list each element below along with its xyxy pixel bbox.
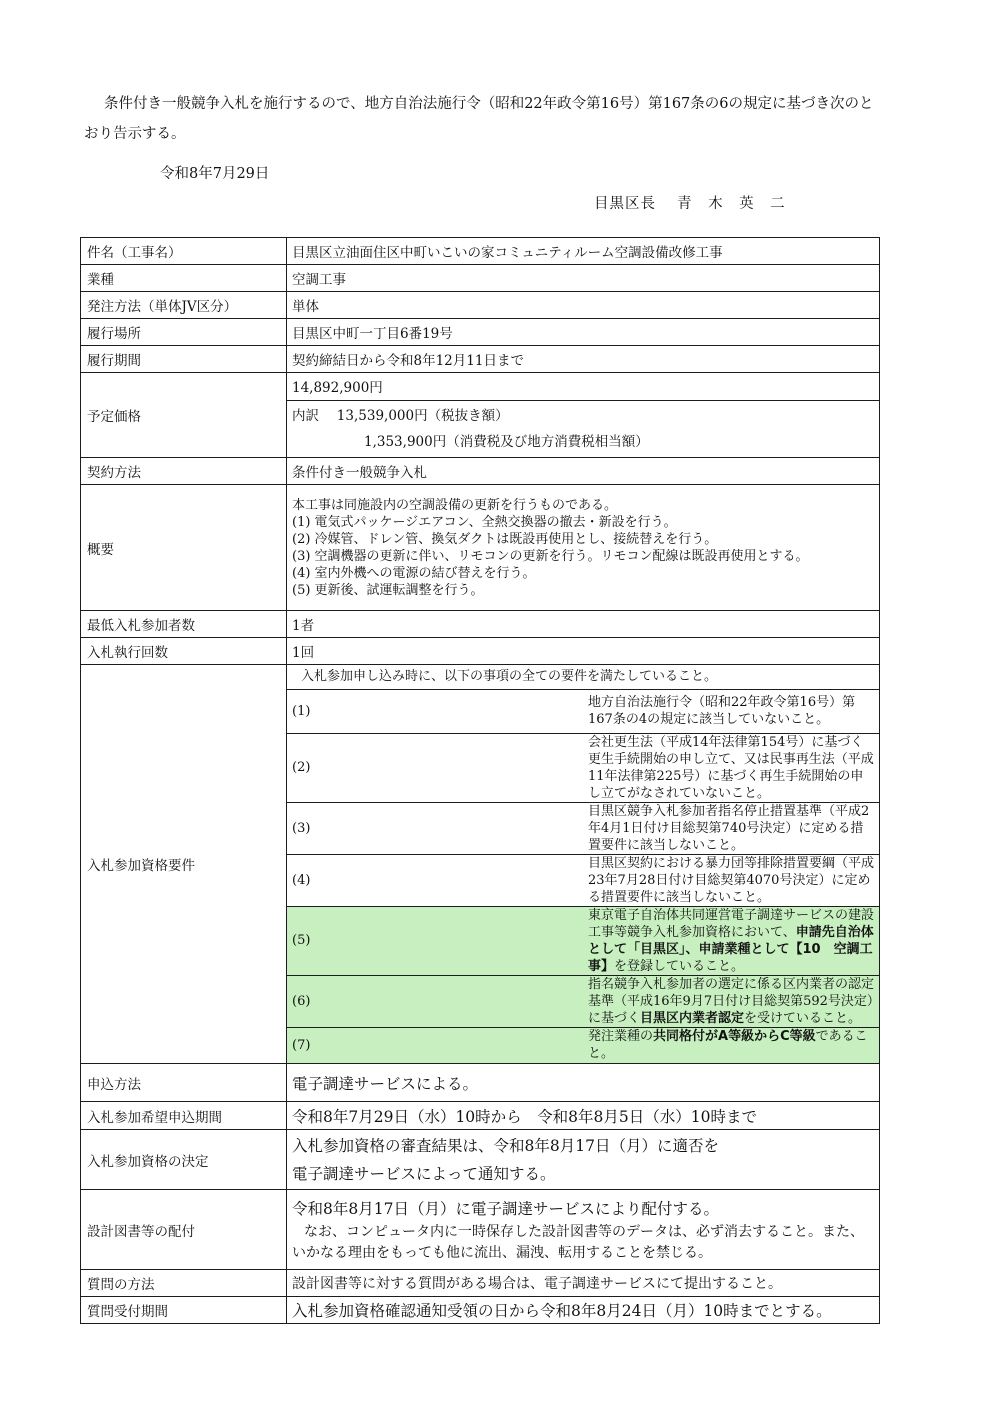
label-decision: 入札参加資格の決定 [81, 1130, 287, 1190]
label-summary: 概要 [81, 485, 287, 611]
summary-line: (4) 室内外機への電源の結び替えを行う。 [292, 565, 536, 581]
qualification-item: (4) 目黒区契約における暴力団等排除措置要綱（平成23年7月28日付け目総契第4070号決定）に定める措置要件に該当しないこと。 [287, 854, 879, 906]
label-price: 予定価格 [81, 373, 287, 458]
price-total: 14,892,900円 [292, 380, 383, 397]
summary-line: (2) 冷媒管、ドレン管、換気ダクトは既設再使用とし、接続替えを行う。 [292, 531, 718, 547]
value-method-order: 単体 [287, 292, 880, 319]
price-breakdown-1: 内訳 13,539,000円（税抜き額） [292, 407, 509, 424]
label-apply-period: 入札参加希望申込期間 [81, 1102, 287, 1130]
row-summary [81, 485, 880, 611]
row-place [81, 319, 880, 346]
qualification-item-highlight: (6) 指名競争入札参加者の選定に係る区内業者の認定基準（平成16年9月7日付け目総契第592号決定）に基づく目黒区内業者認定を受けていること。 [287, 975, 879, 1027]
row-min-bidders [81, 611, 880, 638]
qualification-list [287, 665, 879, 1063]
value-min-bidders: 1者 [287, 611, 880, 638]
label-min-bidders: 最低入札参加者数 [81, 611, 287, 638]
label-period: 履行期間 [81, 346, 287, 373]
notice-table [80, 237, 880, 1324]
value-apply-period: 令和8年7月29日（水）10時から 令和8年8月5日（水）10時まで [287, 1102, 880, 1130]
row-method-order [81, 292, 880, 319]
value-apply-method: 電子調達サービスによる。 [287, 1064, 880, 1102]
distribution-line: 令和8年8月17日（月）に電子調達サービスにより配付する。 [292, 1199, 719, 1218]
preamble [84, 89, 884, 149]
row-questions [81, 1270, 880, 1297]
signer: 目黒区長 青 木 英 二 [594, 196, 786, 212]
summary-line: (3) 空調機器の更新に伴い、リモコンの更新を行う。リモコン配線は既設再使用とする。 [292, 548, 809, 564]
row-distribution [81, 1190, 880, 1270]
label-rounds: 入札執行回数 [81, 638, 287, 665]
price-breakdown-2: 1,353,900円（消費税及び地方消費税相当額） [364, 433, 649, 450]
row-contract [81, 458, 880, 485]
notice-date: 令和8年7月29日 [160, 166, 270, 182]
value-name: 目黒区立油面住区中町いこいの家コミュニティルーム空調設備改修工事 [287, 238, 880, 265]
value-questions: 設計図書等に対する質問がある場合は、電子調達サービスにて提出すること。 [287, 1270, 880, 1297]
value-rounds: 1回 [287, 638, 880, 665]
row-apply-period [81, 1102, 880, 1130]
price-detail [287, 373, 879, 457]
decision-line: 電子調達サービスによって通知する。 [292, 1164, 556, 1183]
qualification-item-highlight: (7) 発注業種の共同格付がA等級からC等級であること。 [287, 1027, 879, 1063]
decision-line: 入札参加資格の審査結果は、令和8年8月17日（月）に適否を [292, 1136, 719, 1155]
qualification-item: (3) 目黒区競争入札参加者指名停止措置基準（平成2年4月1日付け目総契第740号決定）に定める措置要件に該当しないこと。 [287, 802, 879, 854]
value-question-period: 入札参加資格確認通知受領の日から令和8年8月24日（月）10時までとする。 [287, 1297, 880, 1324]
value-type: 空調工事 [287, 265, 880, 292]
distribution-note: なお、コンピュータ内に一時保存した設計図書等のデータは、必ず消去すること。また、いかなる理由をもっても他に流出、漏洩、転用することを禁じる。 [292, 1223, 864, 1261]
value-period: 契約締結日から令和8年12月11日まで [287, 346, 880, 373]
highlight-bold: 申請先自治体として「目黒区」、申請業種として【10 空調工事】 [588, 924, 874, 974]
row-decision [81, 1130, 880, 1190]
label-place: 履行場所 [81, 319, 287, 346]
summary-line: (1) 電気式パッケージエアコン、全熱交換器の撤去・新設を行う。 [292, 514, 677, 530]
qualification-item: (1) 地方自治法施行令（昭和22年政令第16号）第167条の4の規定に該当していないこと。 [287, 689, 879, 733]
label-questions: 質問の方法 [81, 1270, 287, 1297]
row-question-period [81, 1297, 880, 1324]
row-rounds [81, 638, 880, 665]
row-apply-method [81, 1064, 880, 1102]
label-qualification: 入札参加資格要件 [81, 665, 287, 1064]
row-price [81, 373, 880, 458]
label-type: 業種 [81, 265, 287, 292]
highlight-bold: 共同格付がA等級からC等級 [653, 1029, 816, 1045]
row-period [81, 346, 880, 373]
label-apply-method: 申込方法 [81, 1064, 287, 1102]
label-method-order: 発注方法（単体JV区分） [81, 292, 287, 319]
value-place: 目黒区中町一丁目6番19号 [287, 319, 880, 346]
preamble-text: 条件付き一般競争入札を施行するので、地方自治法施行令（昭和22年政令第16号）第167条の6の規定に基づき次のとおり告示する。 [84, 96, 874, 142]
qualification-item: (2) 会社更生法（平成14年法律第154号）に基づく更生手続開始の申し立て、又は民事再生法（平成11年法律第225号）に基づく再生手続開始の申し立てがなされていないこと。 [287, 733, 879, 802]
row-qualification [81, 665, 880, 1064]
label-contract: 契約方法 [81, 458, 287, 485]
value-contract: 条件付き一般競争入札 [287, 458, 880, 485]
summary-line: 本工事は同施設内の空調設備の更新を行うものである。 [292, 497, 618, 513]
summary-line: (5) 更新後、試運転調整を行う。 [292, 582, 484, 598]
highlight-bold: 目黒区内業者認定 [640, 1010, 745, 1026]
label-question-period: 質問受付期間 [81, 1297, 287, 1324]
label-name: 件名（工事名） [81, 238, 287, 265]
qualification-lead: 入札参加申し込み時に、以下の事項の全ての要件を満たしていること。 [301, 669, 718, 685]
row-type [81, 265, 880, 292]
label-distribution: 設計図書等の配付 [81, 1190, 287, 1270]
row-name [81, 238, 880, 265]
qualification-item-highlight: (5) 東京電子自治体共同運営電子調達サービスの建設工事等競争入札参加資格において、申請先自治体として「目黒区」、申請業種として【10 空調工事】を登録していること。 [287, 906, 879, 975]
